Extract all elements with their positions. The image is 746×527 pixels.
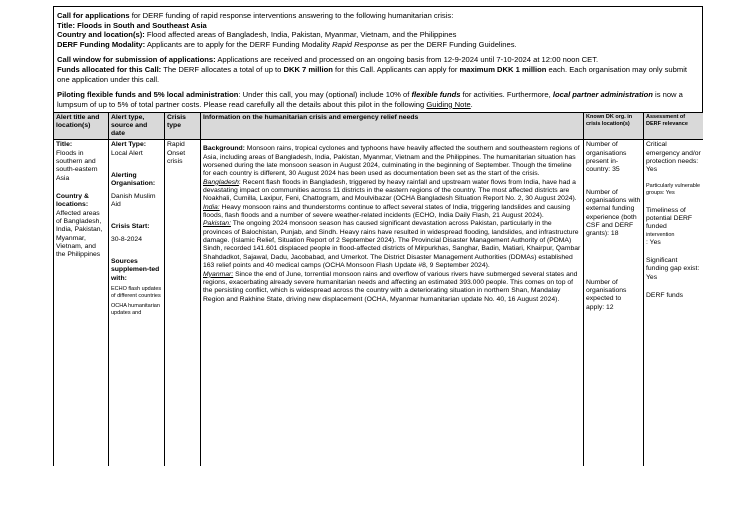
- pakistan-paragraph: Pakistan: The ongoing 2024 monsoon season has caused significant devastation across Pakistan, particularly in the provinces of Balochistan, Punjab, and Sindh. Heavy rains have resulted in widespread flooding, landslides, and infrastructure damage. (Islamic Relief, Situation Report of 2 September 2024). The Provincial Disaster Management Authority of (PDMA) Sindh, recorded 141.601 displaced people in flood-affected districts of Mirpurkhas, Sanghar, Badin, Matiari, Khairpur, Qambar Shahdadkot, Sajawal, Dadu, Jacobabad, and Umerkot. The District Disaster Management Authorities (DDMAs) established 163 relief points and 40 medical camps (OCHA Monsoon Flash Update #8, 9 September 2024).: [203, 220, 581, 270]
- modality-line: DERF Funding Modality: Applicants are to apply for the DERF Funding Modality Rapid Response as per the DERF Funding Guidelines.: [57, 39, 517, 49]
- alerting-org-value: Danish Muslim Aid: [111, 192, 156, 209]
- alert-type-value: Local Alert: [111, 149, 143, 157]
- source-ocha: OCHA humanitarian updates and: [111, 303, 160, 317]
- header-information: Information on the humanitarian crisis and emergency relief needs: [201, 113, 584, 140]
- call-intro-box: [53, 6, 703, 112]
- table-row: [54, 140, 704, 466]
- orgs-external-funding: Number of organisations with external funding experience (both CSF and DERF grants): 18: [586, 188, 641, 238]
- title-value: Floods in southern and south-eastern Asia: [56, 149, 98, 182]
- country-value: Affected areas of Bangladesh, India, Pakistan, Myanmar, Vietnam, and the Philippines: [56, 209, 103, 259]
- crisis-type-value: Rapid Onset crisis: [167, 141, 186, 166]
- cell-alert-title: [54, 140, 109, 466]
- header-alert-type: Alert type, source and date: [109, 113, 165, 140]
- orgs-present: Number of organisations present in-country: 35: [586, 141, 627, 174]
- country-line: Country and location(s): Flood affected areas of Bangladesh, India, Pakistan, Myanmar, Vietnam, and the Philippines: [57, 30, 457, 40]
- header-crisis-type: Crisis type: [165, 113, 201, 140]
- assess-critical: Critical emergency and/or protection needs: Yes: [646, 141, 701, 174]
- call-line: Call for applications for DERF funding of rapid response interventions answering to the following humanitarian crisis:: [57, 11, 454, 20]
- country-label: Country & locations:: [56, 193, 89, 209]
- alerting-org-label: Alerting Organisation:: [111, 172, 156, 188]
- crisis-start-label: Crisis Start:: [111, 223, 150, 231]
- india-paragraph: India: Heavy monsoon rains and thunderstorms continue to affect several states of India, triggering landslides and causing floods, flash floods and a number of severe weather-related incidents (ECHO, India Daily Flash, 21 August 2024).: [203, 203, 571, 220]
- assess-derf-funds: DERF funds: [646, 292, 684, 300]
- guiding-note-link[interactable]: Guiding Note: [426, 99, 471, 109]
- crisis-table: [53, 112, 703, 466]
- background-paragraph: Background: Monsoon rains, tropical cyclones and typhoons have heavily affected the southern and southeastern regions of Asia, including areas of Bangladesh, India, Pakistan, Myanmar, Vietnam and the Philippines. The humanitarian situation has worsened during the late monsoon season in August 2024, culminating in the beginning of September. Though the timeline for each country is different, 30 August 2024 has been used as documentation been set as the start of the crisis.: [203, 145, 580, 178]
- myanmar-paragraph: Myanmar: Since the end of June, torrential monsoon rains and overflow of various rivers have submerged several states and regions, exacerbating already severe humanitarian needs and affecting an estimated 393.000 people. This comes on top of the persisting conflict, which is widespread across the country with a deteriorating situation in northern Shan, Mandalay Region and Rakhine State, driving new displacement (OCHA, Myanmar humanitarian update No. 40, 16 August 2024).: [203, 270, 578, 303]
- crisis-start-value: 30-8-2024: [111, 235, 142, 243]
- document-page: [53, 6, 703, 466]
- source-echo: ECHO flash updates of different countries: [111, 286, 162, 300]
- alert-type-label: Alert Type:: [111, 141, 146, 149]
- assess-funding-gap: Significant funding gap exist: Yes: [646, 257, 700, 281]
- sources-label: Sources supplemen-ted with:: [111, 258, 160, 282]
- cell-alert-type: [109, 140, 165, 466]
- bangladesh-paragraph: Bangladesh: Recent flash floods in Bangladesh, triggered by heavy rainfall and upstream water flows from India, have had a devastating impact on communities across 11 districts in the eastern regions of the country. The most affected districts are Noakhali, Cumilla, Laxipur, Feni, Chattogram, and Moulvibazar (OCHA Bangladesh Situation Report No. 2, 30 August 2024).: [203, 178, 577, 203]
- cell-crisis-type: [165, 140, 201, 466]
- orgs-expected: Number of organisations expected to apply: 12: [586, 278, 627, 311]
- header-known-dk-org: Known DK org. in crisis location(s): [584, 113, 644, 140]
- assess-timeliness: Timeliness of potential DERF funded: [646, 206, 693, 231]
- table-header-row: [54, 113, 704, 140]
- header-assessment: Assessment of DERF relevance: [644, 113, 704, 140]
- assess-intervention: intervention: [646, 231, 675, 238]
- cell-information: [201, 140, 584, 466]
- funds-line: Funds allocated for this Call: The DERF allocates a total of up to DKK 7 million for this Call. Applicants can apply for maximum DKK 1 million each. Each organisation may only submit one application under this call.: [57, 64, 687, 84]
- pilot-line: Piloting flexible funds and 5% local administration: Under this call, you may (optional) include 10% of flexible funds for activities. Furthermore, local partner administration is now a lumpsum of up to 5% of total partner costs. Please read carefully all the details about this pilot in the following Guiding Note.: [57, 90, 683, 109]
- assess-timeliness-answer: : Yes: [646, 238, 661, 246]
- cell-known-dk-org: [584, 140, 644, 466]
- header-alert-title: Alert title and location(s): [54, 113, 109, 140]
- title-label: Title:: [56, 141, 73, 149]
- window-line: Call window for submission of applications: Applications are received and processed on an ongoing basis from 12-9-2024 until 7-10-2024 at 12:00 noon CET.: [57, 55, 599, 65]
- cell-assessment: [644, 140, 704, 466]
- call-title: Title: Floods in South and Southeast Asia: [57, 20, 207, 30]
- assess-vulnerable: Particularly vulnerable groups: Yes: [646, 182, 701, 196]
